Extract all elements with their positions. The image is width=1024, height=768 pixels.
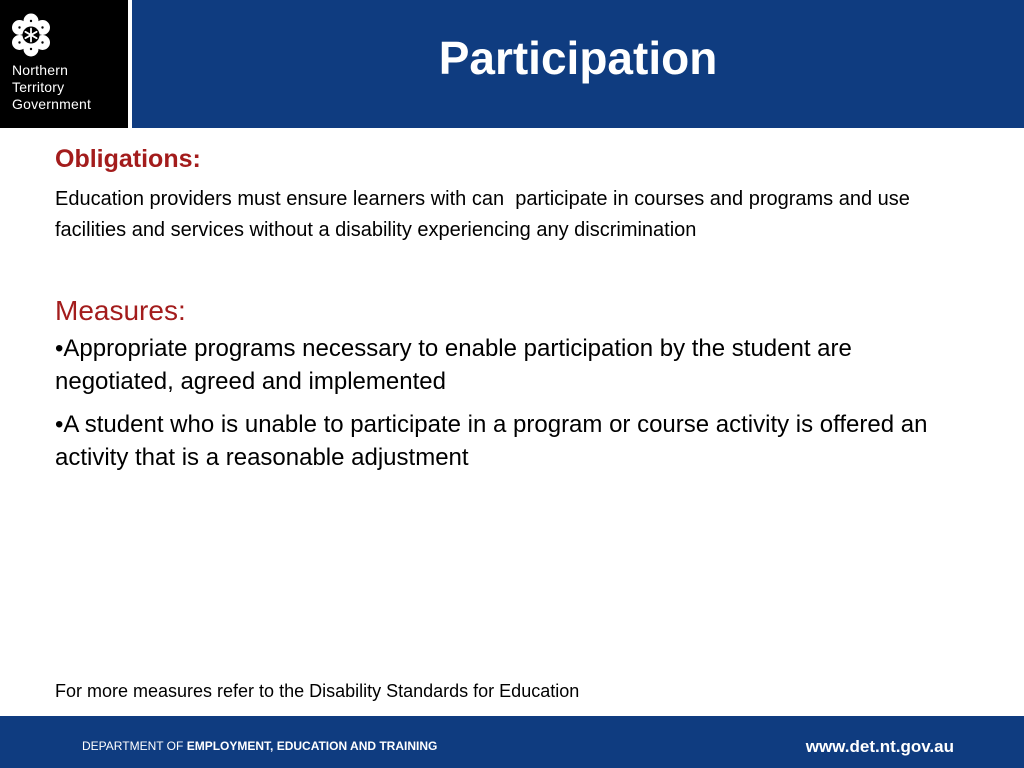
measures-heading: Measures: [55, 295, 186, 326]
obligations-heading: Obligations: [55, 145, 201, 173]
measure-bullet: •A student who is unable to participate in a program or course activity is offered an activity that is a reasonable adjustment [55, 411, 928, 471]
website-url: www.det.nt.gov.au [805, 737, 954, 756]
footer-bar [0, 716, 1024, 768]
slide-body [55, 142, 975, 474]
logo-line-territory: Territory [12, 79, 65, 95]
page-title: Participation [438, 32, 718, 84]
logo-line-northern: Northern [12, 62, 69, 78]
logo-line-government: Government [12, 96, 92, 112]
header-bar [0, 0, 1024, 128]
department-prefix: DEPARTMENT OF [82, 739, 187, 753]
nt-government-logo [0, 0, 128, 128]
footnote: For more measures refer to the Disability Standards for Education [55, 681, 580, 701]
department-name [82, 739, 437, 753]
logo-text [12, 62, 91, 113]
desert-rose-icon [8, 12, 54, 58]
measure-bullet: •Appropriate programs necessary to enable participation by the student are negotiated, agreed and implemented [55, 335, 852, 395]
department-title: EMPLOYMENT, EDUCATION AND TRAINING [186, 739, 438, 753]
obligations-text: Education providers must ensure learners with can participate in courses and programs and use facilities and services without a disability experiencing any discrimination [55, 188, 916, 241]
